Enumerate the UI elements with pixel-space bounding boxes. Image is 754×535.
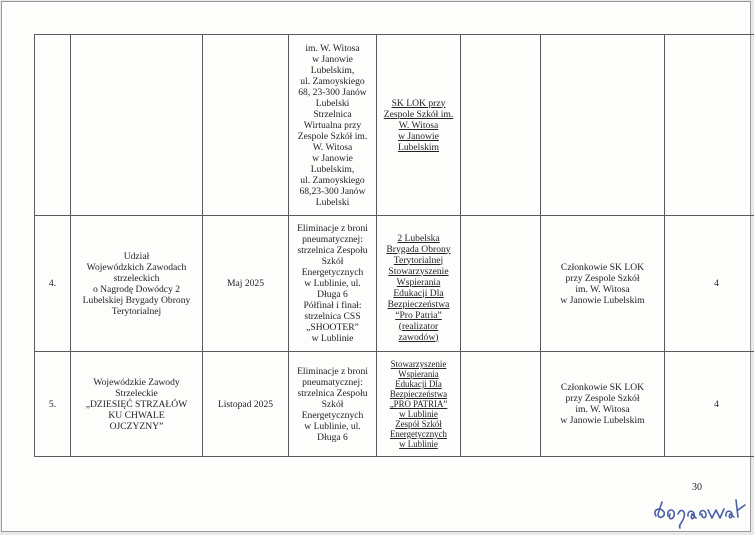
event-line: Udział [123,250,150,262]
participants-line: im. W. Witosa [575,404,630,415]
organizer-line: w Lublinie [399,409,438,419]
venue-line: ul. Zamoyskiego [300,174,365,186]
organizer-line: Edukacji Dla [393,287,444,299]
organizer-line: Bezpieczeństwa [387,298,450,310]
venue-line: Lubelskim, [310,64,355,76]
row-number-cell: 5. [35,352,71,457]
venue-line: Wirtualna przy [303,119,362,131]
organizer-line: zawodów) [398,331,439,343]
venue-line: Szkół [321,256,344,267]
venue-line: Energetycznych [301,267,364,278]
venue-line: Półfinał i finał: [303,300,362,311]
organizer-cell [377,352,461,457]
venue-line: pneumatycznej: [302,234,363,245]
participants-line: przy Zespole Szkół [565,272,640,284]
participants-line: Członkowie SK LOK [560,261,645,273]
event-line: Strzeleckie [115,387,158,399]
organizer-line: Stowarzyszenie [388,265,449,277]
venue-cell [289,216,377,352]
venue-line: strzelnica CSS [304,311,361,322]
event-cell [71,352,203,457]
count-cell: 4 [665,216,754,352]
venue-line: 68,23-300 Janów [299,185,366,197]
date-cell: Maj 2025 [203,216,289,352]
organizer-line: Energetycznych [389,429,447,439]
organizer-line: w Janowie [398,130,439,142]
organizer-line: Edukacji Dla [395,379,442,389]
organizer-line: “Pro Patria” [395,309,442,321]
count-cell: 4 [665,352,754,457]
organizer-line: w Lublinie [399,439,438,449]
row-number-cell [35,35,71,216]
organizer-line: „PRO PATRIA” [389,399,448,409]
venue-line: Lubelski [315,97,350,109]
venue-line: Strzelnica [313,108,352,120]
event-line: Lubelskiej Brygady Obrony [82,294,191,306]
organizer-line: Zespole Szkół im. [383,108,454,120]
event-line: „DZIESIĘĆ STRZAŁÓW [85,398,188,410]
event-cell [71,216,203,352]
venue-line: w Lublinie [311,333,354,344]
organizer-line: Wspierania [396,276,441,288]
venue-line: w Lublinie, ul. [304,278,361,289]
participants-line: w Janowie Lubelskim [560,415,645,426]
venue-line: „SHOOTER” [306,322,359,333]
participants-line: przy Zespole Szkół [565,393,640,404]
participants-line: im. W. Witosa [575,283,630,295]
organizer-line: W. Witosa [398,119,439,131]
participants-cell [541,35,665,216]
organizer-line: Lubelskim [397,141,440,153]
organizer-line: Wspierania [398,369,439,379]
venue-line: Długa 6 [317,431,348,443]
venue-line: Szkół [321,398,344,410]
venue-line: strzelnica Zespołu [297,245,368,256]
count-cell [665,35,754,216]
venue-line: ul. Zamoyskiego [300,75,365,87]
event-line: o Nagrodę Dowódcy 2 [92,283,181,295]
venue-cell [289,35,377,216]
participants-cell [541,216,665,352]
venue-line: w Lublinie, ul. [304,420,361,432]
venue-line: pneumatycznej: [302,376,363,388]
venue-line: strzelnica Zespołu [297,387,368,399]
organizer-line: Bezpieczeństwa [389,389,448,399]
venue-line: 68, 23-300 Janów [298,86,367,98]
table-row [35,216,754,352]
table-row [35,352,754,457]
event-line: KU CHWALE [108,409,165,421]
organizer-line: (realizator [398,320,439,332]
row-number-cell: 4. [35,216,71,352]
empty-cell [461,216,541,352]
organizer-cell [377,216,461,352]
venue-line: Długa 6 [317,289,348,300]
empty-cell [461,35,541,216]
date-cell: Listopad 2025 [203,352,289,457]
venue-line: Lubelski [315,196,350,208]
organizer-line: Zespół Szkół [395,419,442,429]
table-row [35,35,754,216]
event-line: Terytorialnej [111,305,162,317]
participants-line: Członkowie SK LOK [560,382,645,393]
venue-cell [289,352,377,457]
venue-line: w Janowie [312,152,353,164]
venue-line: Lubelskim, [310,163,355,175]
document-page [1,1,751,532]
organizer-line: Stowarzyszenie [390,359,447,369]
venue-line: Zespole Szkół im. [297,130,368,142]
page-number: 30 [692,482,702,493]
events-table [34,34,754,457]
event-cell [71,35,203,216]
organizer-line: Brygada Obrony [386,243,451,255]
event-line: Wojewódzkie Zawody [93,376,180,388]
venue-line: Energetycznych [301,409,364,421]
handwritten-signature [650,490,750,530]
event-line: OJCZYZNY” [109,420,164,432]
participants-cell [541,352,665,457]
organizer-line: Terytorialnej [393,254,444,266]
date-cell [203,35,289,216]
event-line: strzeleckich [113,272,160,284]
organizer-cell [377,35,461,216]
organizer-line: SK LOK przy [391,97,446,109]
event-line: Wojewódzkich Zawodach [86,261,187,273]
empty-cell [461,352,541,457]
venue-line: Eliminacje z broni [297,365,368,377]
venue-line: Eliminacje z broni [297,223,368,234]
venue-line: w Janowie [312,53,353,65]
venue-line: im. W. Witosa [305,42,360,54]
participants-line: w Janowie Lubelskim [560,294,645,306]
venue-line: W. Witosa [312,141,353,153]
organizer-line: 2 Lubelska [397,232,440,244]
